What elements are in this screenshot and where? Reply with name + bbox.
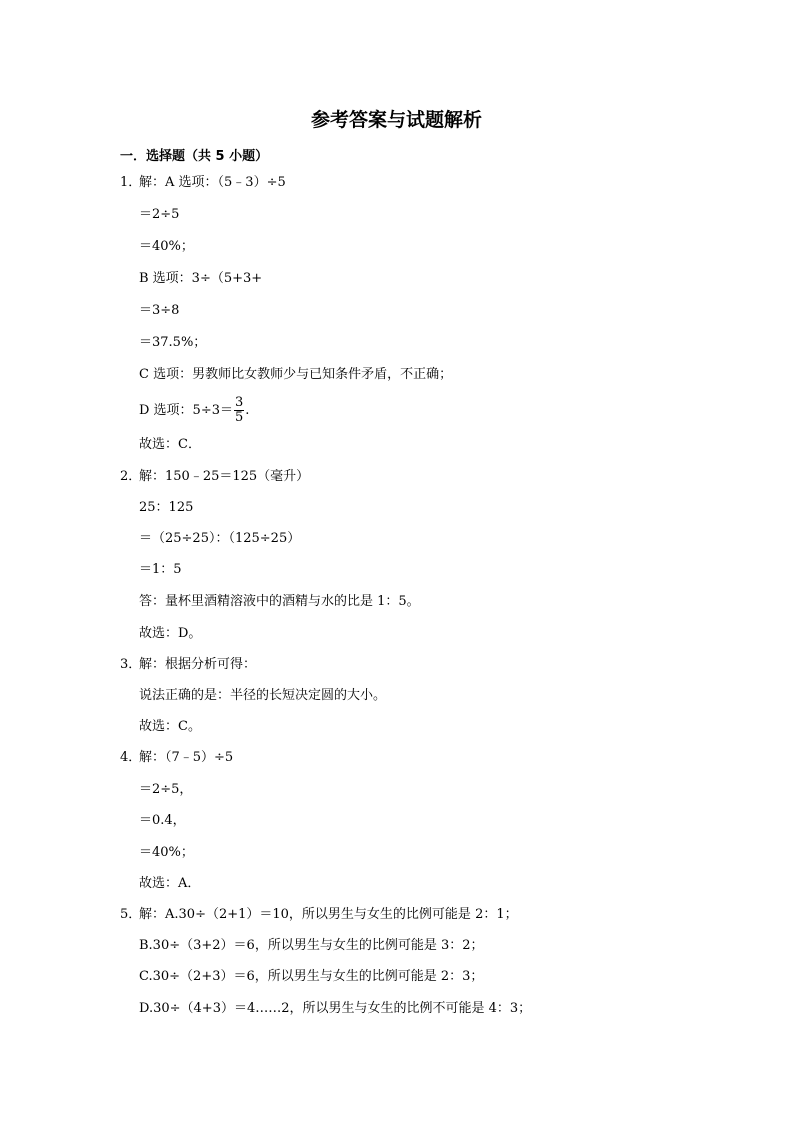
q5-line-4: D.30÷（4+3）＝4……2，所以男生与女生的比例不可能是 4：3； [139,1001,532,1016]
q1-line-9: 故选：C． [139,437,201,452]
q1-line-3: ＝40%； [139,239,194,254]
q2-line-6: 故选：D。 [139,626,202,641]
q2-line-4: ＝1：5 [139,562,182,577]
q4-line-2: ＝2÷5， [139,782,193,797]
q2-line-3: ＝（25÷25）：（125÷25） [139,531,301,546]
q3-number: 3． [120,657,142,672]
fraction-numerator: 3 [235,395,244,410]
q4-number: 4． [120,750,142,765]
q5-line-3: C.30÷（2+3）＝6，所以男生与女生的比例可能是 2：3； [139,969,484,984]
q1-line-2: ＝2÷5 [139,207,180,222]
q1-number: 1． [120,175,142,190]
q3-line-3: 故选：C。 [139,719,201,734]
q1-line-6: ＝37.5%； [139,335,207,350]
page-title: 参考答案与试题解析 [310,109,482,131]
q5-line-2: B.30÷（3+2）＝6，所以男生与女生的比例可能是 3：2； [139,938,484,953]
section-heading: 一．选择题（共 5 小题） [120,149,269,164]
q1-line-8-suffix: . [245,403,250,418]
q1-line-8-prefix: D 选项：5÷3＝ [139,403,233,418]
q1-line-5: ＝3÷8 [139,303,180,318]
q4-line-1: 解：（7﹣5）÷5 [139,750,234,765]
q1-line-1: 解：A 选项：（5﹣3）÷5 [139,175,286,190]
q4-line-4: ＝40%； [139,845,194,860]
q1-line-8 [139,393,249,429]
q3-line-1: 解：根据分析可得： [139,657,257,672]
fraction [234,396,244,425]
q1-line-4: B 选项：3÷（5+3+ [139,271,263,286]
q2-number: 2． [120,469,142,484]
q5-line-1: 解：A.30÷（2+1）＝10，所以男生与女生的比例可能是 2：1； [139,907,518,922]
q4-line-3: ＝0.4， [139,813,186,828]
fraction-denominator: 5 [235,410,244,425]
q2-line-1: 解：150﹣25＝125（毫升） [139,469,310,484]
q5-number: 5． [120,907,142,922]
q2-line-2: 25：125 [139,500,194,515]
q3-line-2: 说法正确的是：半径的长短决定圆的大小。 [139,688,387,703]
q2-line-5: 答：量杯里酒精溶液中的酒精与水的比是 1：5。 [139,594,420,609]
q4-line-5: 故选：A． [139,876,201,891]
q1-line-7: C 选项：男教师比女教师少与已知条件矛盾，不正确； [139,367,453,382]
